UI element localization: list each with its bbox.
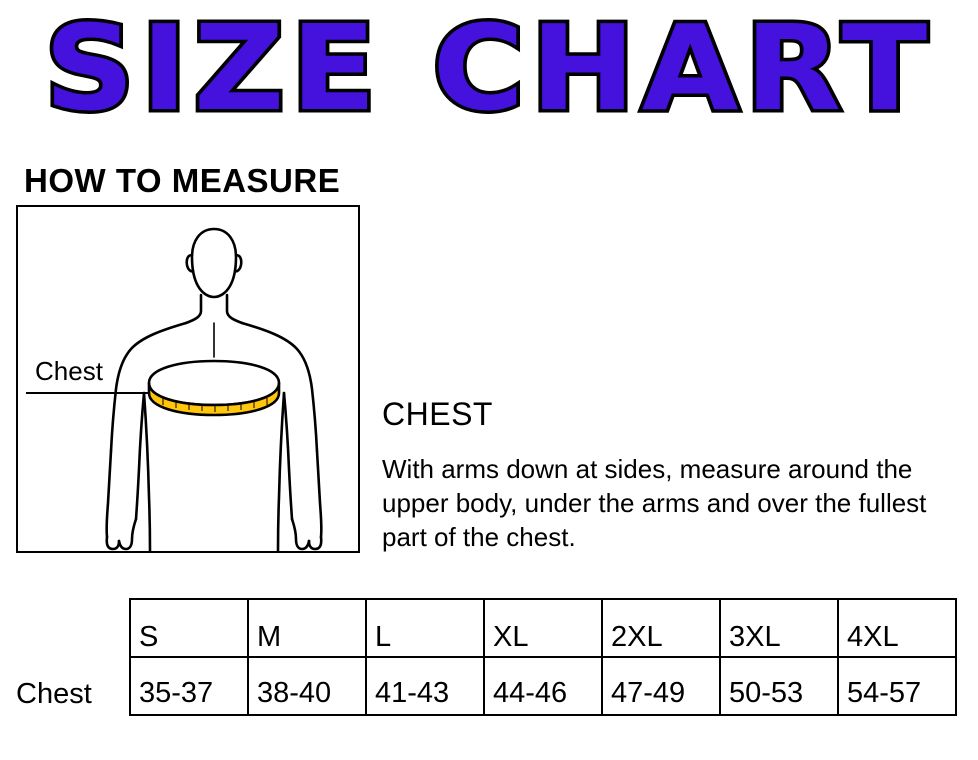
table-header-size-l: L: [366, 599, 484, 657]
tape-measure-icon: [149, 361, 279, 415]
description-body: With arms down at sides, measure around the upper body, under the arms and over the fullest part of the chest.: [382, 454, 927, 552]
table-header-size-3xl: 3XL: [720, 599, 838, 657]
table-header-row: [8, 599, 956, 657]
table-header-size-xl: XL: [484, 599, 602, 657]
table-header-size-2xl: 2XL: [602, 599, 720, 657]
table-cell-chest-2xl: 47-49: [602, 657, 720, 715]
table-cell-chest-s: 35-37: [130, 657, 248, 715]
how-to-measure-heading: HOW TO MEASURE: [24, 162, 341, 199]
table-row: [8, 657, 956, 715]
chest-measure-label: Chest: [35, 356, 103, 386]
page-title: SIZE CHART: [44, 0, 934, 137]
description-heading: CHEST: [382, 396, 493, 432]
table-header-size-m: M: [248, 599, 366, 657]
table-header-size-s: S: [130, 599, 248, 657]
size-table: [8, 598, 957, 716]
table-cell-chest-xl: 44-46: [484, 657, 602, 715]
table-cell-chest-l: 41-43: [366, 657, 484, 715]
table-cell-chest-3xl: 50-53: [720, 657, 838, 715]
table-corner-cell: [8, 599, 130, 657]
table-cell-chest-m: 38-40: [248, 657, 366, 715]
table-row-label-chest: Chest: [8, 657, 130, 715]
table-cell-chest-4xl: 54-57: [838, 657, 956, 715]
table-header-size-4xl: 4XL: [838, 599, 956, 657]
